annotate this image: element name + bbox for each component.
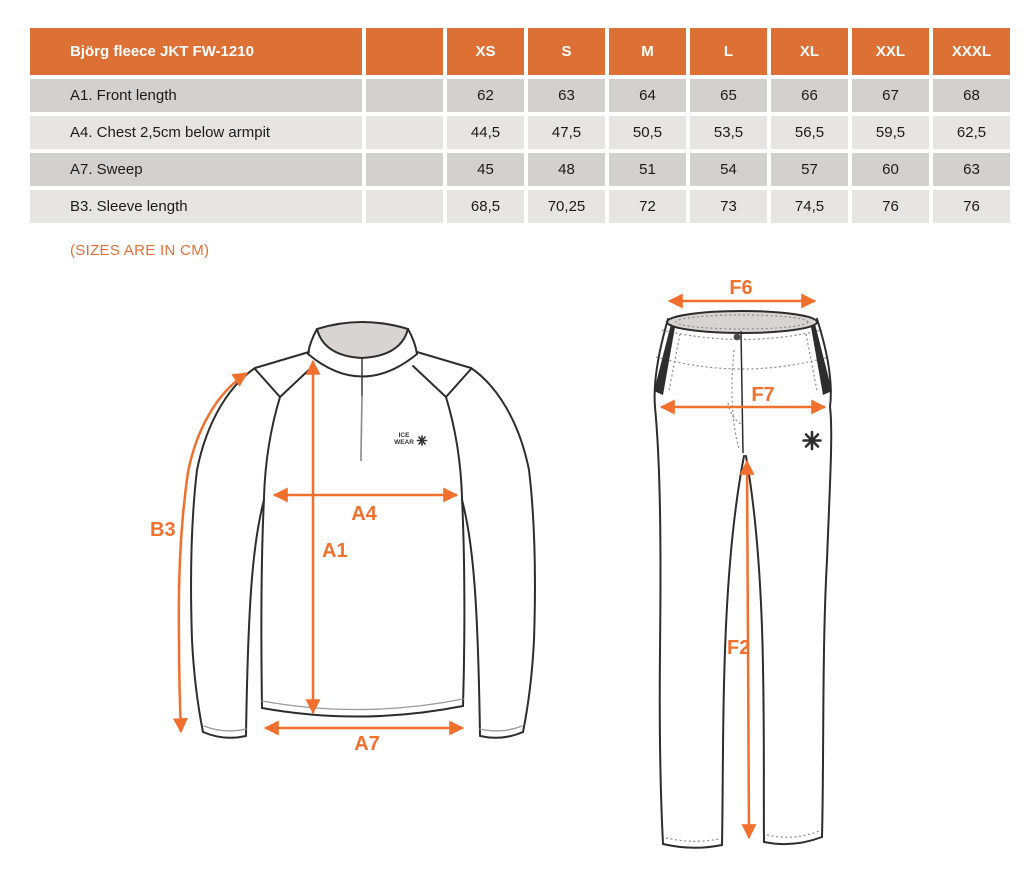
b3-label: B3 xyxy=(150,519,176,541)
a7-label: A7 xyxy=(354,733,380,755)
table-value: 56,5 xyxy=(771,116,848,149)
table-value: 60 xyxy=(852,153,929,186)
pants-pocket-stitches xyxy=(669,334,817,391)
table-value: 59,5 xyxy=(852,116,929,149)
snowflake-icon xyxy=(804,432,821,449)
table-value: 76 xyxy=(933,190,1010,223)
pants-waist-interior xyxy=(667,311,817,333)
row-spacer xyxy=(366,79,443,112)
table-value: 65 xyxy=(690,79,767,112)
row-label-chest: A4. Chest 2,5cm below armpit xyxy=(30,116,362,149)
a4-label: A4 xyxy=(351,503,377,525)
size-table xyxy=(30,28,1010,223)
table-header-spacer xyxy=(366,28,443,75)
pants-outline xyxy=(655,319,832,848)
pants-button xyxy=(734,334,741,341)
table-value: 63 xyxy=(528,79,605,112)
table-value: 62,5 xyxy=(933,116,1010,149)
row-label-front-length: A1. Front length xyxy=(30,79,362,112)
table-value: 76 xyxy=(852,190,929,223)
b3-arrow xyxy=(179,373,247,732)
sizes-in-cm-note: (SIZES ARE IN CM) xyxy=(70,242,210,259)
table-header-size-xxl: XXL xyxy=(852,28,929,75)
jacket-logo-line1: ICE xyxy=(398,432,410,439)
table-value: 63 xyxy=(933,153,1010,186)
f6-label: F6 xyxy=(729,277,753,299)
jacket-logo-line2: WEAR xyxy=(394,439,414,446)
table-header-size-xxxl: XXXL xyxy=(933,28,1010,75)
pants-waistband-stitches xyxy=(656,330,829,369)
pants-diagram xyxy=(654,277,832,848)
table-value: 62 xyxy=(447,79,524,112)
table-value: 48 xyxy=(528,153,605,186)
table-value: 68,5 xyxy=(447,190,524,223)
table-value: 74,5 xyxy=(771,190,848,223)
table-header-size-xl: XL xyxy=(771,28,848,75)
table-value: 53,5 xyxy=(690,116,767,149)
table-value: 68 xyxy=(933,79,1010,112)
table-value: 44,5 xyxy=(447,116,524,149)
f2-label: F2 xyxy=(727,637,751,659)
table-value: 64 xyxy=(609,79,686,112)
table-value: 51 xyxy=(609,153,686,186)
table-value: 72 xyxy=(609,190,686,223)
table-value: 73 xyxy=(690,190,767,223)
row-spacer xyxy=(366,116,443,149)
table-value: 67 xyxy=(852,79,929,112)
jacket-raglan-seams xyxy=(264,397,462,497)
row-label-sleeve-length: B3. Sleeve length xyxy=(30,190,362,223)
snowflake-icon xyxy=(418,436,427,445)
jacket-zipper xyxy=(361,358,362,461)
jacket-body xyxy=(261,498,464,717)
jacket-logo xyxy=(394,432,426,446)
jacket-diagram xyxy=(150,322,535,755)
table-value: 50,5 xyxy=(609,116,686,149)
f7-label: F7 xyxy=(751,384,775,406)
table-value: 54 xyxy=(690,153,767,186)
row-label-sweep: A7. Sweep xyxy=(30,153,362,186)
jacket-sleeves xyxy=(191,368,535,738)
table-value: 45 xyxy=(447,153,524,186)
table-value: 47,5 xyxy=(528,116,605,149)
pants-hem-stitches xyxy=(666,831,819,841)
pants-pockets xyxy=(654,324,832,395)
table-value: 57 xyxy=(771,153,848,186)
table-header-size-l: L xyxy=(690,28,767,75)
measurement-diagrams xyxy=(0,268,1030,889)
jacket-collar-interior xyxy=(317,322,408,358)
table-value: 66 xyxy=(771,79,848,112)
table-header-size-s: S xyxy=(528,28,605,75)
pants-fly xyxy=(728,331,743,453)
row-spacer xyxy=(366,153,443,186)
table-value: 70,25 xyxy=(528,190,605,223)
row-spacer xyxy=(366,190,443,223)
table-header-size-xs: XS xyxy=(447,28,524,75)
table-header-size-m: M xyxy=(609,28,686,75)
jacket-hem-stitch xyxy=(262,699,463,710)
table-title: Björg fleece JKT FW-1210 xyxy=(30,28,362,75)
a1-label: A1 xyxy=(322,540,348,562)
